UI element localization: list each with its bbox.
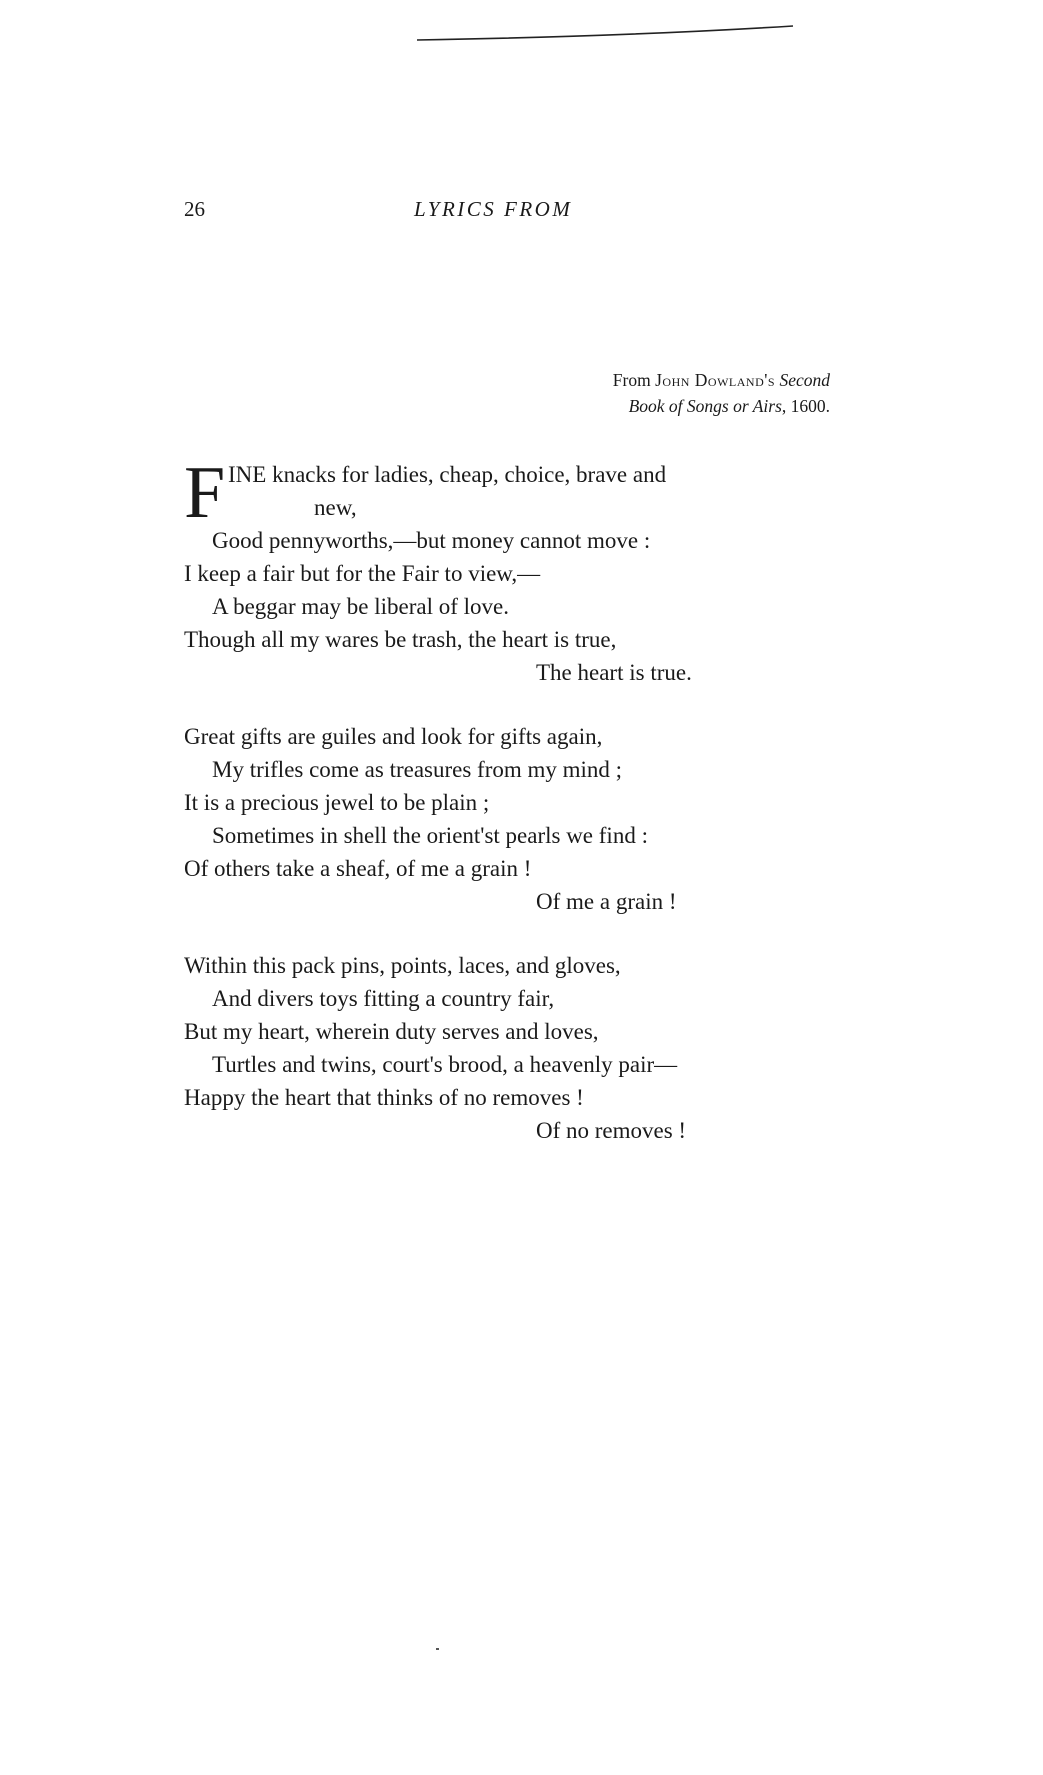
poem-line-turnover: new, — [314, 495, 357, 520]
stanza-1 — [184, 452, 844, 689]
drop-cap: F — [184, 452, 226, 534]
poem-refrain: Of me a grain ! — [536, 889, 677, 914]
poem-line: Great gifts are guiles and look for gifts again, — [184, 724, 603, 749]
poem-line: It is a precious jewel to be plain ; — [184, 790, 490, 815]
page-speck — [436, 1648, 439, 1650]
poem-line: Good pennyworths,—but money cannot move : — [212, 528, 651, 553]
attribution-line-1 — [420, 367, 830, 393]
attribution-year: , 1600. — [781, 396, 830, 416]
poem-line: Though all my wares be trash, the heart is true, — [184, 627, 617, 652]
running-head — [0, 197, 1043, 227]
poem-line: I keep a fair but for the Fair to view,— — [184, 561, 541, 586]
poem-refrain: Of no removes ! — [536, 1118, 687, 1143]
poem-refrain: The heart is true. — [536, 660, 692, 685]
poem-line: INE knacks for ladies, cheap, choice, brave and — [228, 462, 667, 487]
poem-line: A beggar may be liberal of love. — [212, 594, 509, 619]
attribution — [420, 367, 830, 419]
attribution-from: From — [612, 370, 651, 390]
poem-line: But my heart, wherein duty serves and loves, — [184, 1019, 599, 1044]
stanza-3 — [184, 949, 844, 1147]
poem-line: Sometimes in shell the orient'st pearls we find : — [212, 823, 648, 848]
running-title: LYRICS FROM — [414, 197, 573, 221]
poem-line: My trifles come as treasures from my mind ; — [212, 757, 623, 782]
attribution-title-start: Second — [779, 370, 830, 390]
page-number: 26 — [184, 197, 205, 221]
stanza-2 — [184, 720, 844, 918]
poem-line: Of others take a sheaf, of me a grain ! — [184, 856, 532, 881]
poem-line: Turtles and twins, court's brood, a heavenly pair— — [212, 1052, 678, 1077]
attribution-title-end: Book of Songs or Airs — [628, 396, 782, 416]
attribution-line-2 — [420, 393, 830, 419]
attribution-author: John Dowland's — [655, 370, 776, 390]
poem — [184, 452, 844, 1178]
poem-line: And divers toys fitting a country fair, — [212, 986, 555, 1011]
poem-line: Within this pack pins, points, laces, and gloves, — [184, 953, 621, 978]
poem-line: Happy the heart that thinks of no removes ! — [184, 1085, 584, 1110]
top-rule — [415, 22, 795, 48]
